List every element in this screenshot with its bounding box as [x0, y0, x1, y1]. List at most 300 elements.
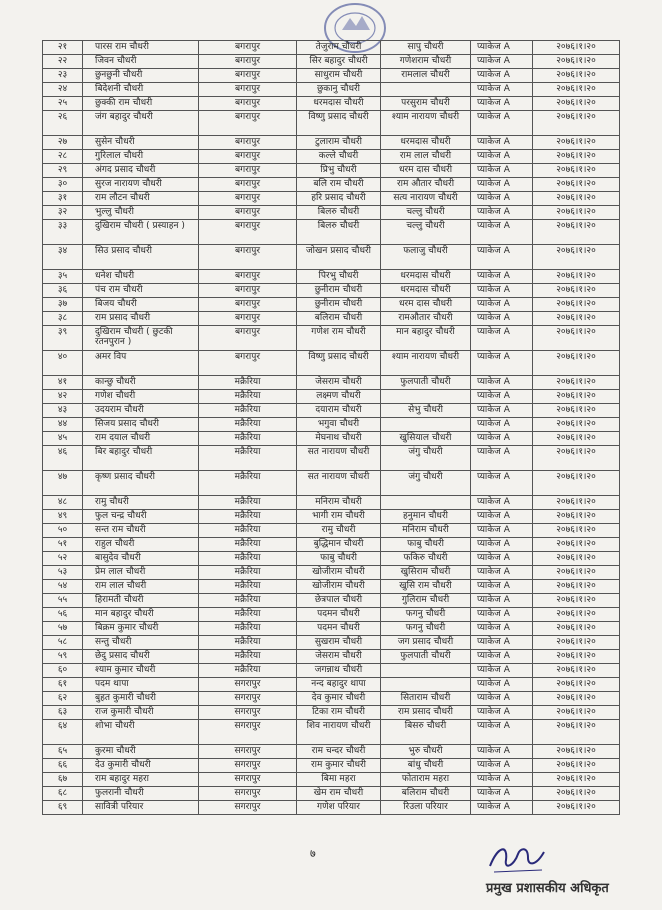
- table-cell: पदमन चौधरी: [297, 622, 381, 636]
- table-cell: प्याकेज A: [471, 759, 533, 773]
- table-cell: फुल चन्द्र चौधरी: [83, 510, 199, 524]
- table-cell: प्याकेज A: [471, 524, 533, 538]
- table-cell: ५०: [43, 524, 83, 538]
- table-cell: उदयराम चौधरी: [83, 404, 199, 418]
- table-cell: मान बहादुर चौधरी: [83, 608, 199, 622]
- table-cell: २०७६।१।२०: [533, 720, 620, 745]
- table-cell: २०७६।१।२०: [533, 270, 620, 284]
- table-cell: २२: [43, 55, 83, 69]
- table-cell: बलि राम चौधरी: [297, 178, 381, 192]
- table-cell: श्याम नारायण चौधरी: [381, 351, 471, 376]
- table-cell: राम चन्दर चौधरी: [297, 745, 381, 759]
- table-cell: प्याकेज A: [471, 664, 533, 678]
- table-cell: [381, 496, 471, 510]
- table-cell: प्याकेज A: [471, 390, 533, 404]
- table-cell: २०७६।१।२०: [533, 55, 620, 69]
- table-cell: छेदु प्रसाद चौधरी: [83, 650, 199, 664]
- table-cell: २०७६।१।२०: [533, 245, 620, 270]
- table-cell: सगरापुर: [199, 706, 297, 720]
- table-cell: खुसियाल चौधरी: [381, 432, 471, 446]
- table-cell: ३६: [43, 284, 83, 298]
- table-cell: [381, 678, 471, 692]
- table-row: [43, 298, 620, 312]
- table-cell: बगरापुर: [199, 192, 297, 206]
- table-cell: धरम दास चौधरी: [381, 164, 471, 178]
- table-row: [43, 538, 620, 552]
- table-cell: ३३: [43, 220, 83, 245]
- table-cell: [381, 418, 471, 432]
- table-cell: प्याकेज A: [471, 206, 533, 220]
- table-body: [43, 41, 620, 815]
- table-cell: चल्लु चौधरी: [381, 220, 471, 245]
- table-cell: ६१: [43, 678, 83, 692]
- table-cell: रामु चौधरी: [297, 524, 381, 538]
- table-cell: छुनछुनी चौधरी: [83, 69, 199, 83]
- table-cell: २०७६।१।२०: [533, 178, 620, 192]
- table-cell: प्याकेज A: [471, 192, 533, 206]
- table-cell: गणेश परियार: [297, 801, 381, 815]
- table-cell: मक्रैरिया: [199, 664, 297, 678]
- table-cell: पदम थापा: [83, 678, 199, 692]
- table-cell: २०७६।१।२०: [533, 220, 620, 245]
- table-cell: विष्णु प्रसाद चौधरी: [297, 111, 381, 136]
- table-cell: २०७६।१।२०: [533, 636, 620, 650]
- table-cell: प्याकेज A: [471, 636, 533, 650]
- table-cell: फगनु चौधरी: [381, 622, 471, 636]
- table-cell: ६३: [43, 706, 83, 720]
- table-cell: श्याम नारायण चौधरी: [381, 111, 471, 136]
- table-cell: प्याकेज A: [471, 692, 533, 706]
- table-cell: २०७६।१।२०: [533, 298, 620, 312]
- table-cell: फुलपाती चौधरी: [381, 650, 471, 664]
- table-cell: राम औतार चौधरी: [381, 178, 471, 192]
- table-cell: हरि प्रसाद चौधरी: [297, 192, 381, 206]
- table-row: [43, 801, 620, 815]
- table-cell: मक्रैरिया: [199, 376, 297, 390]
- table-cell: बिक्रम कुमार चौधरी: [83, 622, 199, 636]
- table-row: [43, 326, 620, 351]
- table-cell: ६९: [43, 801, 83, 815]
- table-cell: २७: [43, 136, 83, 150]
- table-cell: २०७६।१।२०: [533, 351, 620, 376]
- table-cell: ५६: [43, 608, 83, 622]
- table-cell: जेसराम चौधरी: [297, 376, 381, 390]
- table-cell: सुसेन चौधरी: [83, 136, 199, 150]
- table-cell: दुखिराम चौधरी ( प्रस्याहन ): [83, 220, 199, 245]
- table-cell: प्याकेज A: [471, 312, 533, 326]
- table-cell: प्याकेज A: [471, 284, 533, 298]
- table-cell: प्याकेज A: [471, 552, 533, 566]
- table-row: [43, 83, 620, 97]
- table-cell: बगरापुर: [199, 41, 297, 55]
- table-cell: प्याकेज A: [471, 351, 533, 376]
- table-cell: पदमन चौधरी: [297, 608, 381, 622]
- table-row: [43, 510, 620, 524]
- table-cell: शोभा चौधरी: [83, 720, 199, 745]
- table-cell: बिदेशनी चौधरी: [83, 83, 199, 97]
- table-row: [43, 594, 620, 608]
- table-cell: २०७६।१।२०: [533, 706, 620, 720]
- table-cell: गुलिराम चौधरी: [381, 594, 471, 608]
- table-row: [43, 432, 620, 446]
- table-cell: सिताराम चौधरी: [381, 692, 471, 706]
- table-cell: २०७६।१।२०: [533, 538, 620, 552]
- table-cell: बलिराम चौधरी: [297, 312, 381, 326]
- table-cell: २०७६।१।२०: [533, 206, 620, 220]
- table-cell: जग प्रसाद चौधरी: [381, 636, 471, 650]
- table-cell: प्याकेज A: [471, 55, 533, 69]
- table-cell: मक्रैरिया: [199, 446, 297, 471]
- table-cell: बलिराम चौधरी: [381, 787, 471, 801]
- table-cell: बिर बहादुर चौधरी: [83, 446, 199, 471]
- table-cell: २०७६।१।२०: [533, 510, 620, 524]
- table-cell: बगरापुर: [199, 83, 297, 97]
- table-cell: प्याकेज A: [471, 720, 533, 745]
- table-cell: सगरापुर: [199, 678, 297, 692]
- table-cell: बगरापुर: [199, 312, 297, 326]
- table-cell: २०७६।१।२०: [533, 496, 620, 510]
- table-cell: खुसिराम चौधरी: [381, 566, 471, 580]
- table-cell: टुलाराम चौधरी: [297, 136, 381, 150]
- table-cell: २०७६।१।२०: [533, 594, 620, 608]
- table-cell: राज कुमारी चौधरी: [83, 706, 199, 720]
- table-cell: २०७६।१।२०: [533, 418, 620, 432]
- table-cell: प्याकेज A: [471, 538, 533, 552]
- table-cell: मक्रैरिया: [199, 580, 297, 594]
- table-cell: २०७६।१।२०: [533, 376, 620, 390]
- table-cell: फुलपाती चौधरी: [381, 376, 471, 390]
- table-cell: २०७६।१।२०: [533, 446, 620, 471]
- table-row: [43, 220, 620, 245]
- table-cell: ३८: [43, 312, 83, 326]
- table-row: [43, 97, 620, 111]
- table-row: [43, 404, 620, 418]
- table-cell: ४१: [43, 376, 83, 390]
- table-cell: प्याकेज A: [471, 608, 533, 622]
- table-cell: २०७६।१।२०: [533, 390, 620, 404]
- table-cell: परसुराम चौधरी: [381, 97, 471, 111]
- table-cell: मक्रैरिया: [199, 390, 297, 404]
- table-row: [43, 418, 620, 432]
- table-cell: २६: [43, 111, 83, 136]
- table-row: [43, 720, 620, 745]
- table-cell: दयाराम चौधरी: [297, 404, 381, 418]
- table-row: [43, 745, 620, 759]
- table-cell: प्याकेज A: [471, 150, 533, 164]
- table-cell: २०७६।१।२०: [533, 192, 620, 206]
- table-cell: मनिराम चौधरी: [381, 524, 471, 538]
- table-cell: प्याकेज A: [471, 418, 533, 432]
- table-cell: बिमा महरा: [297, 773, 381, 787]
- table-cell: देउ कुमारी चौधरी: [83, 759, 199, 773]
- table-cell: २१: [43, 41, 83, 55]
- table-cell: २०७६।१।२०: [533, 773, 620, 787]
- table-cell: रामु चौधरी: [83, 496, 199, 510]
- table-cell: खोजीराम चौधरी: [297, 566, 381, 580]
- table-cell: बासुदेव चौधरी: [83, 552, 199, 566]
- table-row: [43, 622, 620, 636]
- table-cell: गणेशराम चौधरी: [381, 55, 471, 69]
- table-cell: चल्लु चौधरी: [381, 206, 471, 220]
- table-cell: सेभु चौधरी: [381, 404, 471, 418]
- table-cell: बिलरु चौधरी: [297, 206, 381, 220]
- table-cell: प्याकेज A: [471, 111, 533, 136]
- table-cell: प्याकेज A: [471, 41, 533, 55]
- table-cell: बगरापुर: [199, 178, 297, 192]
- table-cell: सत नारायण चौधरी: [297, 471, 381, 496]
- table-cell: ४०: [43, 351, 83, 376]
- table-cell: ६२: [43, 692, 83, 706]
- table-cell: २०७६।१।२०: [533, 312, 620, 326]
- table-cell: सगरापुर: [199, 759, 297, 773]
- signature: [484, 836, 554, 876]
- table-cell: गुरिलाल चौधरी: [83, 150, 199, 164]
- table-cell: प्याकेज A: [471, 164, 533, 178]
- table-cell: सगरापुर: [199, 801, 297, 815]
- table-cell: धरमदास चौधरी: [381, 284, 471, 298]
- table-cell: मक्रैरिया: [199, 471, 297, 496]
- table-row: [43, 759, 620, 773]
- table-cell: ३४: [43, 245, 83, 270]
- table-cell: सन्त राम चौधरी: [83, 524, 199, 538]
- table-cell: सन्तु चौधरी: [83, 636, 199, 650]
- table-cell: तेजुराम चौधरी: [297, 41, 381, 55]
- table-cell: [381, 664, 471, 678]
- table-cell: २०७६।१।२०: [533, 552, 620, 566]
- table-row: [43, 580, 620, 594]
- table-cell: बगरापुर: [199, 69, 297, 83]
- table-cell: भुरु चौधरी: [381, 745, 471, 759]
- table-cell: बांधु चौधरी: [381, 759, 471, 773]
- table-row: [43, 636, 620, 650]
- table-cell: २०७६।१।२०: [533, 284, 620, 298]
- table-cell: शिव नारायण चौधरी: [297, 720, 381, 745]
- table-cell: प्याकेज A: [471, 471, 533, 496]
- table-cell: सगरापुर: [199, 773, 297, 787]
- table-cell: ५३: [43, 566, 83, 580]
- table-cell: ४७: [43, 471, 83, 496]
- table-cell: मक्रैरिया: [199, 636, 297, 650]
- table-cell: २०७६।१।२०: [533, 801, 620, 815]
- table-row: [43, 390, 620, 404]
- table-cell: प्याकेज A: [471, 326, 533, 351]
- table-row: [43, 206, 620, 220]
- table-cell: [381, 390, 471, 404]
- table-cell: बगरापुर: [199, 111, 297, 136]
- table-cell: २०७६।१।२०: [533, 759, 620, 773]
- table-cell: बगरापुर: [199, 97, 297, 111]
- table-cell: विष्णु प्रसाद चौधरी: [297, 351, 381, 376]
- table-cell: ४४: [43, 418, 83, 432]
- table-cell: मक्रैरिया: [199, 608, 297, 622]
- table-cell: बिसरु चौधरी: [381, 720, 471, 745]
- table-cell: प्याकेज A: [471, 220, 533, 245]
- table-row: [43, 706, 620, 720]
- table-row: [43, 69, 620, 83]
- table-cell: २०७६।१।२०: [533, 622, 620, 636]
- beneficiary-table: [42, 40, 620, 815]
- table-cell: बगरापुर: [199, 284, 297, 298]
- table-cell: प्याकेज A: [471, 594, 533, 608]
- table-cell: धनेश चौधरी: [83, 270, 199, 284]
- table-cell: मक्रैरिया: [199, 524, 297, 538]
- footer-title: प्रमुख प्रशासकीय अधिकृत: [486, 881, 609, 896]
- table-cell: प्याकेज A: [471, 773, 533, 787]
- table-cell: २०७६।१।२०: [533, 678, 620, 692]
- table-cell: फलाजु चौधरी: [381, 245, 471, 270]
- table-cell: टिका राम चौधरी: [297, 706, 381, 720]
- table-cell: बिजय चौधरी: [83, 298, 199, 312]
- table-cell: २०७६।१।२०: [533, 787, 620, 801]
- table-row: [43, 524, 620, 538]
- table-cell: २०७६।१।२०: [533, 83, 620, 97]
- table-cell: प्याकेज A: [471, 245, 533, 270]
- table-cell: मक्रैरिया: [199, 432, 297, 446]
- table-cell: साधुराम चौधरी: [297, 69, 381, 83]
- table-cell: बिलरु चौधरी: [297, 220, 381, 245]
- table-cell: मक्रैरिया: [199, 538, 297, 552]
- table-cell: ५७: [43, 622, 83, 636]
- table-cell: २९: [43, 164, 83, 178]
- table-row: [43, 312, 620, 326]
- table-cell: कल्ले चौधरी: [297, 150, 381, 164]
- table-cell: खोजीराम चौधरी: [297, 580, 381, 594]
- table-cell: सुरज नारायण चौधरी: [83, 178, 199, 192]
- table-cell: प्याकेज A: [471, 97, 533, 111]
- table-cell: जगन्नाथ चौधरी: [297, 664, 381, 678]
- table-cell: छुक्की राम चौधरी: [83, 97, 199, 111]
- table-cell: छुनीराम चौधरी: [297, 284, 381, 298]
- table-cell: राम दयाल चौधरी: [83, 432, 199, 446]
- table-cell: देव कुमार चौधरी: [297, 692, 381, 706]
- table-cell: २०७६।१।२०: [533, 692, 620, 706]
- table-cell: प्याकेज A: [471, 178, 533, 192]
- table-cell: २०७६।१।२०: [533, 471, 620, 496]
- table-cell: सत नारायण चौधरी: [297, 446, 381, 471]
- table-cell: ६४: [43, 720, 83, 745]
- table-cell: छेत्रपाल चौधरी: [297, 594, 381, 608]
- table-cell: प्याकेज A: [471, 136, 533, 150]
- table-cell: बगरापुर: [199, 245, 297, 270]
- table-cell: २०७६।१।२०: [533, 164, 620, 178]
- table-cell: मक्रैरिया: [199, 622, 297, 636]
- table-cell: अमर विप: [83, 351, 199, 376]
- table-row: [43, 608, 620, 622]
- table-cell: धरमदास चौधरी: [297, 97, 381, 111]
- table-cell: बगरापुर: [199, 220, 297, 245]
- table-cell: मक्रैरिया: [199, 418, 297, 432]
- table-row: [43, 136, 620, 150]
- table-cell: प्याकेज A: [471, 270, 533, 284]
- table-cell: २०७६।१।२०: [533, 150, 620, 164]
- table-cell: राम लाल चौधरी: [83, 580, 199, 594]
- table-row: [43, 111, 620, 136]
- table-cell: प्याकेज A: [471, 678, 533, 692]
- table-cell: सिउ प्रसाद चौधरी: [83, 245, 199, 270]
- table-cell: प्याकेज A: [471, 496, 533, 510]
- table-cell: ४३: [43, 404, 83, 418]
- table-cell: मक्रैरिया: [199, 552, 297, 566]
- table-cell: २०७६।१।२०: [533, 41, 620, 55]
- table-cell: प्याकेज A: [471, 404, 533, 418]
- table-cell: प्याकेज A: [471, 650, 533, 664]
- table-cell: प्याकेज A: [471, 510, 533, 524]
- table-cell: जंगु चौधरी: [381, 471, 471, 496]
- table-cell: बगरापुर: [199, 55, 297, 69]
- table-cell: २०७६।१।२०: [533, 650, 620, 664]
- table-cell: राम प्रसाद चौधरी: [83, 312, 199, 326]
- table-cell: बुहत कुमारी चौधरी: [83, 692, 199, 706]
- table-cell: दुखिराम चौधरी ( छुटकी रतनपुरान ): [83, 326, 199, 351]
- table-row: [43, 496, 620, 510]
- table-cell: सिर बहादुर चौधरी: [297, 55, 381, 69]
- table-cell: २०७६।१।२०: [533, 608, 620, 622]
- table-cell: सगरापुर: [199, 745, 297, 759]
- table-cell: २०७६।१।२०: [533, 432, 620, 446]
- table-cell: मक्रैरिया: [199, 510, 297, 524]
- table-cell: प्याकेज A: [471, 801, 533, 815]
- table-cell: २३: [43, 69, 83, 83]
- table-cell: २४: [43, 83, 83, 97]
- table-cell: जंगु चौधरी: [381, 446, 471, 471]
- table-row: [43, 566, 620, 580]
- table-cell: लक्ष्मण चौधरी: [297, 390, 381, 404]
- table-cell: २५: [43, 97, 83, 111]
- table-cell: धरमदास चौधरी: [381, 270, 471, 284]
- table-row: [43, 773, 620, 787]
- table-cell: कान्छु चौधरी: [83, 376, 199, 390]
- table-cell: पिरभु चौधरी: [297, 270, 381, 284]
- table-cell: रामऔतार चौधरी: [381, 312, 471, 326]
- table-row: [43, 376, 620, 390]
- table-cell: छुकानु चौधरी: [297, 83, 381, 97]
- table-row: [43, 664, 620, 678]
- table-cell: २०७६।१।२०: [533, 745, 620, 759]
- table-cell: सावित्री परियार: [83, 801, 199, 815]
- table-cell: प्रेम लाल चौधरी: [83, 566, 199, 580]
- table-cell: गणेश राम चौधरी: [297, 326, 381, 351]
- table-row: [43, 150, 620, 164]
- table-cell: धरम दास चौधरी: [381, 298, 471, 312]
- table-cell: फगनु चौधरी: [381, 608, 471, 622]
- table-cell: मक्रैरिया: [199, 594, 297, 608]
- table-cell: ३७: [43, 298, 83, 312]
- table-cell: २०७६।१।२०: [533, 664, 620, 678]
- table-cell: २०७६।१।२०: [533, 524, 620, 538]
- table-cell: सगरापुर: [199, 692, 297, 706]
- table-cell: ४६: [43, 446, 83, 471]
- table-cell: फुलरानी चौधरी: [83, 787, 199, 801]
- table-cell: सापु चौधरी: [381, 41, 471, 55]
- table-cell: सत्य नारायण चौधरी: [381, 192, 471, 206]
- table-cell: फाबु चौधरी: [381, 538, 471, 552]
- table-cell: ३०: [43, 178, 83, 192]
- table-cell: पंच राम चौधरी: [83, 284, 199, 298]
- table-cell: पारस राम चौधरी: [83, 41, 199, 55]
- table-cell: २०७६।१।२०: [533, 136, 620, 150]
- table-cell: नन्द बहादुर थापा: [297, 678, 381, 692]
- table-cell: मक्रैरिया: [199, 496, 297, 510]
- table-cell: मक्रैरिया: [199, 566, 297, 580]
- table-cell: बगरापुर: [199, 136, 297, 150]
- table-cell: खेम राम चौधरी: [297, 787, 381, 801]
- table-cell: राम प्रसाद चौधरी: [381, 706, 471, 720]
- table-cell: राम लाल चौधरी: [381, 150, 471, 164]
- table-cell: [381, 83, 471, 97]
- table-cell: जंग बहादुर चौधरी: [83, 111, 199, 136]
- table-cell: बगरापुर: [199, 351, 297, 376]
- table-cell: रिउला परियार: [381, 801, 471, 815]
